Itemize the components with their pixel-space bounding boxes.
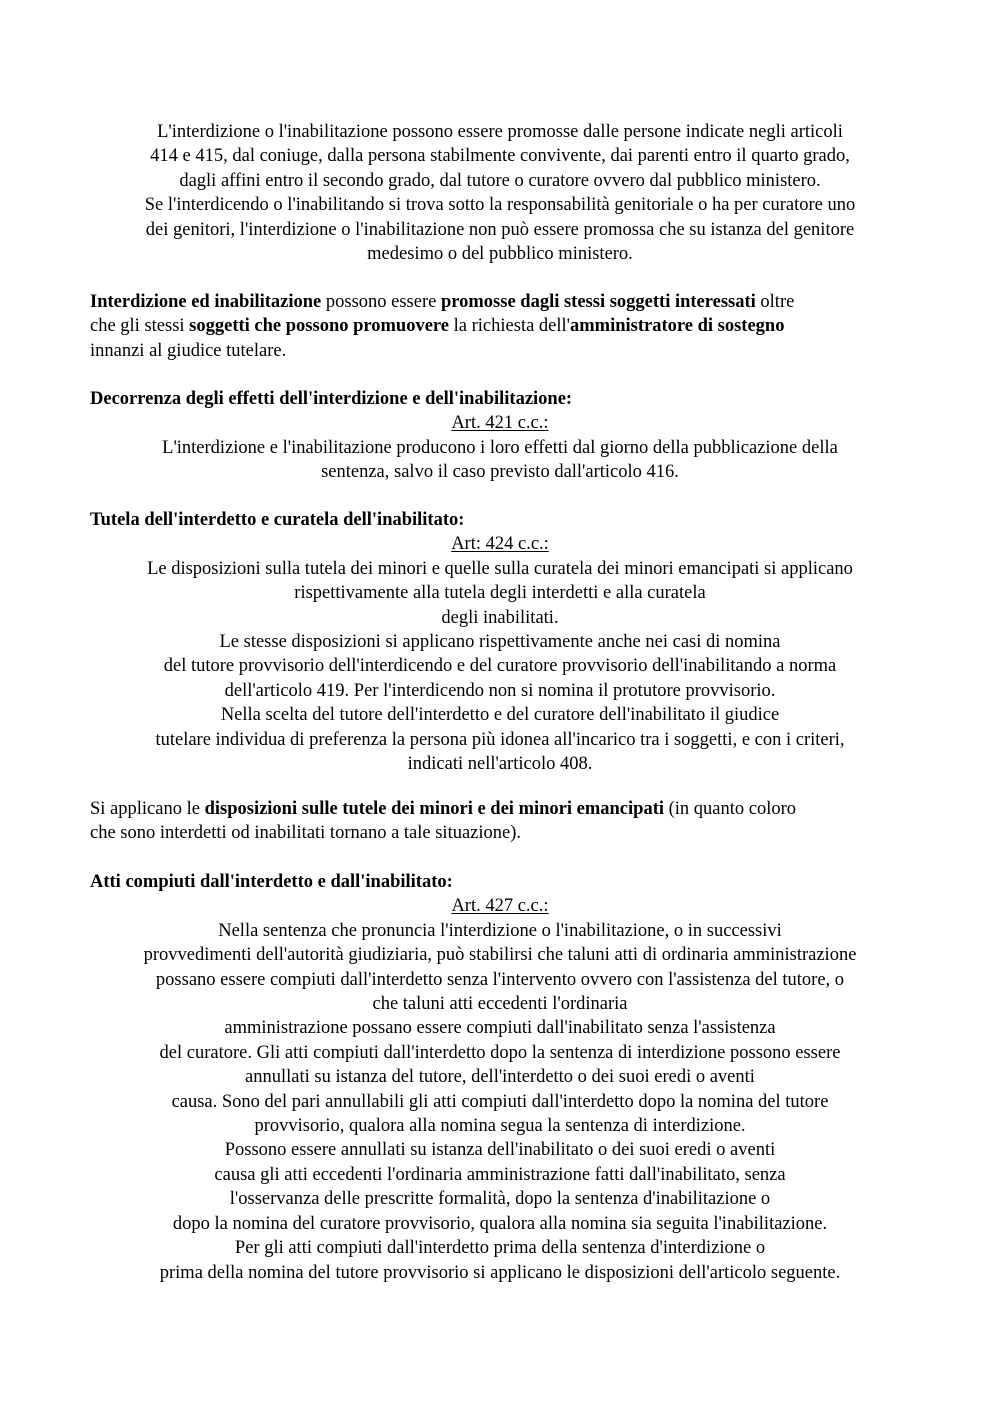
- bold-text: soggetti che possono promuovere: [189, 316, 450, 337]
- text-line: Per gli atti compiuti dall'interdetto prima della sentenza d'interdizione o: [234, 1238, 766, 1259]
- text-line: che sono interdetti od inabilitati tornano a tale situazione).: [90, 823, 522, 844]
- text-line: possano essere compiuti dall'interdetto senza l'intervento ovvero con l'assistenza del tutore, o: [155, 969, 845, 990]
- text-line: del tutore provvisorio dell'interdicendo e del curatore provvisorio dell'inabilitando a norma: [163, 656, 837, 677]
- text-line: [90, 290, 910, 314]
- text-line: Le stesse disposizioni si applicano rispettivamente anche nei casi di nomina: [219, 632, 781, 653]
- section-heading: [90, 508, 910, 532]
- article-reference: [90, 532, 910, 556]
- text-line: dei genitori, l'interdizione o l'inabilitazione non può essere promossa che su istanza del genitore: [145, 219, 855, 240]
- text: che gli stessi: [90, 316, 190, 337]
- text-line: sentenza, salvo il caso previsto dall'articolo 416.: [321, 462, 679, 483]
- text: possono essere: [321, 292, 441, 312]
- bold-text: amministratore di sostegno: [570, 316, 785, 337]
- article-reference-text: Art: 424 c.c.:: [451, 534, 549, 555]
- section-heading: [90, 870, 910, 894]
- text-line: dagli affini entro il secondo grado, dal tutore o curatore ovvero dal pubblico ministero.: [179, 170, 821, 191]
- text-line: 414 e 415, dal coniuge, dalla persona stabilmente convivente, dai parenti entro il quarto grado,: [150, 146, 850, 167]
- article-reference-text: Art. 427 c.c.:: [451, 896, 549, 917]
- text-line: Nella sentenza che pronuncia l'interdizione o l'inabilitazione, o in successivi: [218, 920, 782, 941]
- text-line: dell'articolo 419. Per l'interdicendo non si nomina il protutore provvisorio.: [224, 680, 776, 701]
- text-line: che taluni atti eccedenti l'ordinaria: [372, 994, 628, 1015]
- text-line: provvisorio, qualora alla nomina segua la sentenza di interdizione.: [254, 1116, 746, 1137]
- article-reference: [90, 411, 910, 435]
- text-line: Possono essere annullati su istanza dell'inabilitato o dei suoi eredi o aventi: [224, 1140, 776, 1161]
- text-line: medesimo o del pubblico ministero.: [367, 244, 633, 265]
- section-heading-text: Tutela dell'interdetto e curatela dell'inabilitato:: [90, 510, 465, 530]
- article-reference: [90, 894, 910, 918]
- bold-text: disposizioni sulle tutele dei minori e dei minori emancipati: [204, 799, 664, 819]
- text-line: Le disposizioni sulla tutela dei minori e quelle sulla curatela dei minori emancipati si applicano: [147, 558, 853, 579]
- section-atti-compiuti: [90, 870, 910, 1285]
- text-line: [90, 314, 910, 338]
- section-decorrenza: [90, 387, 910, 485]
- promotion-paragraph: [90, 290, 910, 363]
- text-line: [90, 797, 910, 821]
- text-line: amministrazione possano essere compiuti dall'inabilitato senza l'assistenza: [224, 1018, 776, 1039]
- text: oltre: [755, 292, 795, 312]
- text-line: Se l'interdicendo o l'inabilitando si trova sotto la responsabilità genitoriale o ha per curatore uno: [144, 195, 856, 216]
- applicable-rules-paragraph: [90, 797, 910, 846]
- text-line: Nella scelta del tutore dell'interdetto e del curatore dell'inabilitato il giudice: [220, 705, 780, 726]
- section-heading-text: Atti compiuti dall'interdetto e dall'inabilitato:: [90, 872, 453, 892]
- text-line: degli inabilitati.: [441, 607, 559, 628]
- section-heading-text: Decorrenza degli effetti dell'interdizione e dell'inabilitazione:: [90, 389, 573, 409]
- text-line: rispettivamente alla tutela degli interdetti e alla curatela: [294, 583, 706, 604]
- text: (in quanto coloro: [664, 799, 797, 819]
- bold-text: Interdizione ed inabilitazione: [90, 292, 322, 312]
- article-reference-text: Art. 421 c.c.:: [451, 413, 549, 434]
- text-line: l'osservanza delle prescritte formalità, dopo la sentenza d'inabilitazione o: [229, 1189, 771, 1210]
- text-line: causa gli atti eccedenti l'ordinaria amministrazione fatti dall'inabilitato, senza: [214, 1164, 786, 1185]
- text: Si applicano le: [90, 799, 205, 819]
- text-line: dopo la nomina del curatore provvisorio, qualora alla nomina sia seguita l'inabilitazione.: [172, 1213, 828, 1234]
- text-line: L'interdizione e l'inabilitazione producono i loro effetti dal giorno della pubblicazione della: [162, 437, 838, 458]
- text-line: provvedimenti dell'autorità giudiziaria, può stabilirsi che taluni atti di ordinaria amministrazione: [143, 945, 857, 966]
- intro-paragraph: [90, 120, 910, 266]
- bold-text: promosse dagli stessi soggetti interessati: [440, 292, 756, 312]
- text-line: tutelare individua di preferenza la persona più idonea all'incarico tra i soggetti, e con i criteri,: [155, 729, 845, 750]
- text-line: causa. Sono del pari annullabili gli atti compiuti dall'interdetto dopo la nomina del tutore: [171, 1091, 829, 1112]
- text: la richiesta dell': [449, 316, 570, 337]
- text-line: prima della nomina del tutore provvisorio si applicano le disposizioni dell'articolo seguente.: [159, 1262, 841, 1283]
- text-line: del curatore. Gli atti compiuti dall'interdetto dopo la sentenza di interdizione possono essere: [159, 1042, 841, 1063]
- section-heading: [90, 387, 910, 411]
- text-line: innanzi al giudice tutelare.: [90, 340, 287, 361]
- section-tutela: [90, 508, 910, 776]
- text-line: indicati nell'articolo 408.: [407, 754, 593, 775]
- text-line: annullati su istanza del tutore, dell'interdetto o dei suoi eredi o aventi: [245, 1067, 755, 1088]
- text-line: L'interdizione o l'inabilitazione possono essere promosse dalle persone indicate negli articoli: [157, 122, 843, 142]
